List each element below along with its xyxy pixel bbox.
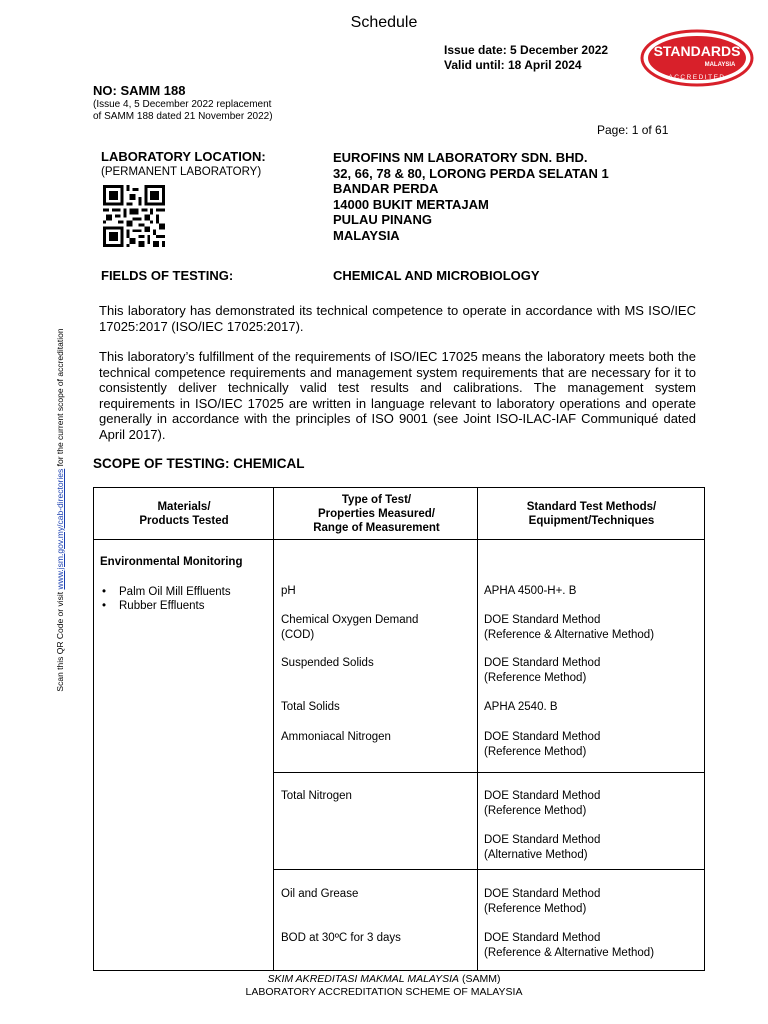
samm-number: NO: SAMM 188: [93, 83, 186, 98]
logo-text-middle: MALAYSIA: [704, 62, 736, 68]
fields-of-testing-value: CHEMICAL AND MICROBIOLOGY: [333, 268, 540, 283]
fields-of-testing-label: FIELDS OF TESTING:: [101, 268, 234, 283]
method-suspended-solids: DOE Standard Method (Reference Method): [484, 657, 601, 684]
address-line: 32, 66, 78 & 80, LORONG PERDA SELATAN 1: [333, 165, 609, 181]
method-ph: APHA 4500-H+. B: [484, 585, 577, 597]
competence-paragraph: This laboratory has demonstrated its technical competence to operate in accordance with MS ISO/IEC 17025:2017 (ISO/IEC 17025:2017).: [99, 303, 696, 334]
test-suspended-solids: Suspended Solids: [281, 657, 374, 669]
issue-date: Issue date: 5 December 2022: [444, 43, 609, 57]
logo-text-top: STANDARDS: [653, 43, 741, 59]
table-frame: [93, 487, 705, 971]
test-total-nitrogen: Total Nitrogen: [281, 790, 352, 802]
bullet-icon: •: [102, 586, 107, 598]
footer-scheme-english: LABORATORY ACCREDITATION SCHEME OF MALAYSIA: [245, 986, 523, 998]
issue-block: [444, 43, 608, 73]
samm-issue-line1: (Issue 4, 5 December 2022 replacement: [93, 99, 272, 110]
test-cod: Chemical Oxygen Demand (COD): [281, 614, 419, 641]
footer-scheme-malay: SKIM AKREDITASI MAKMAL MALAYSIA (SAMM): [267, 973, 501, 985]
row-divider: [273, 772, 705, 773]
valid-until: Valid until: 18 April 2024: [444, 58, 582, 72]
test-ph: pH: [281, 585, 296, 597]
test-total-solids: Total Solids: [281, 701, 340, 713]
row-divider: [273, 869, 705, 870]
header-divider: [93, 539, 705, 540]
qr-note-before: Scan this QR Code or visit: [55, 589, 65, 692]
column-divider: [477, 487, 478, 971]
qr-code[interactable]: [101, 185, 167, 247]
method-oil-grease: DOE Standard Method (Reference Method): [484, 888, 601, 915]
logo-text-bottom: ACCREDITED: [668, 74, 726, 81]
header-type-of-test: Type of Test/ Properties Measured/ Range of Measurement: [313, 494, 440, 534]
standards-malaysia-logo: [640, 29, 754, 87]
header-materials: Materials/ Products Tested: [139, 501, 229, 527]
method-total-nitrogen-alt: DOE Standard Method (Alternative Method): [484, 834, 601, 861]
material-item: Rubber Effluents: [119, 600, 205, 612]
header-methods: Standard Test Methods/ Equipment/Techniques: [526, 501, 657, 527]
address-line: EUROFINS NM LABORATORY SDN. BHD.: [333, 150, 588, 165]
method-cod: DOE Standard Method (Reference & Alternative Method): [484, 614, 655, 641]
address-line: PULAU PINANG: [333, 212, 432, 227]
document-title: Schedule: [350, 14, 418, 31]
lab-location-type: (PERMANENT LABORATORY): [101, 166, 262, 178]
samm-issue-line2: of SAMM 188 dated 21 November 2022): [93, 111, 273, 122]
address-line: MALAYSIA: [333, 227, 400, 243]
bullet-icon: •: [102, 600, 107, 612]
address-line: 14000 BUKIT MERTAJAM: [333, 196, 489, 212]
test-oil-grease: Oil and Grease: [281, 888, 359, 900]
test-bod: BOD at 30ºC for 3 days: [281, 932, 401, 944]
test-ammoniacal-nitrogen: Ammoniacal Nitrogen: [281, 731, 391, 743]
column-divider: [273, 487, 274, 971]
scope-title: SCOPE OF TESTING: CHEMICAL: [93, 456, 305, 471]
page-number: Page: 1 of 61: [597, 123, 669, 137]
cab-directory-link[interactable]: www.jsm.gov.my/cab-directories: [55, 468, 65, 590]
qr-note-after: for the current scope of accreditation: [55, 328, 65, 469]
material-item: Palm Oil Mill Effluents: [119, 586, 231, 598]
method-bod: DOE Standard Method (Reference & Alternative Method): [484, 932, 655, 959]
method-total-solids: APHA 2540. B: [484, 701, 558, 713]
qr-scope-note: [55, 330, 65, 690]
lab-address: [333, 150, 609, 243]
fulfillment-paragraph: This laboratory’s fulfillment of the requirements of ISO/IEC 17025 means the laboratory meets both the technical competence requirements and management system requirements that are necessary for it to consistently deliver technically valid test results and calibrations. The management system requirements in ISO/IEC 17025 are written in language relevant to laboratory operations and operate generally in accordance with the principles of ISO 9001 (see Joint ISO-ILAC-IAF Communiqué dated April 2017).: [99, 349, 696, 442]
lab-location-label: LABORATORY LOCATION:: [101, 149, 266, 164]
address-line: BANDAR PERDA: [333, 181, 439, 196]
method-ammoniacal-nitrogen: DOE Standard Method (Reference Method): [484, 731, 601, 758]
method-total-nitrogen-ref: DOE Standard Method (Reference Method): [484, 790, 601, 817]
material-category: Environmental Monitoring: [100, 556, 243, 568]
samm-issue-note: [93, 99, 273, 123]
